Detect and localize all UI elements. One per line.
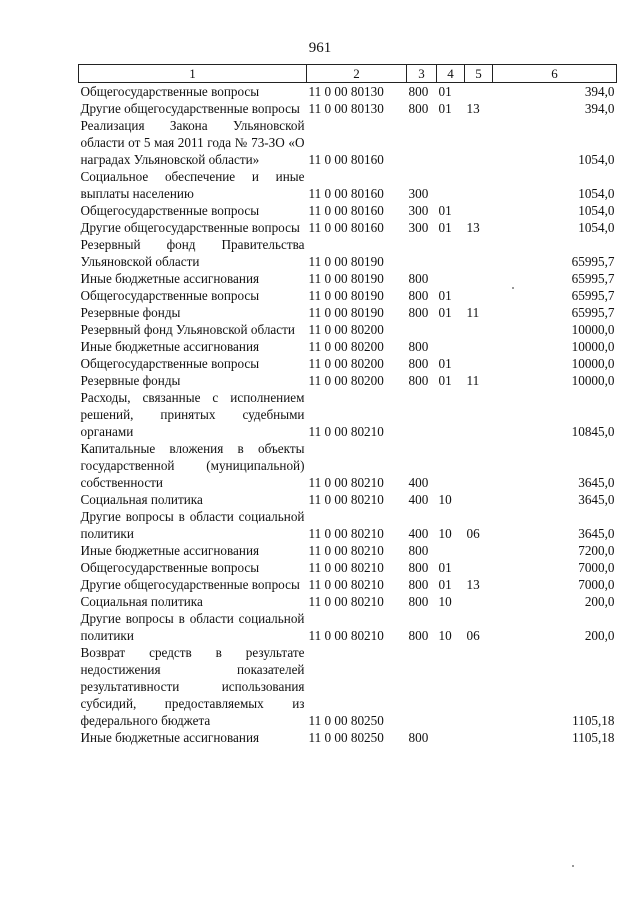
row-expense-type [407,644,437,729]
column-header-6: 6 [493,65,617,83]
row-code: 11 0 00 80200 [308,373,384,388]
column-header-4: 4 [437,65,465,83]
row-expense-type: 800 [408,305,429,320]
table-row [79,202,617,219]
table-row [79,610,617,644]
row-code: 11 0 00 80210 [308,628,384,643]
table-row [79,542,617,559]
row-section: 01 [438,203,452,218]
row-name: Другие общегосударственные вопросы [80,577,300,592]
row-code: 11 0 00 80130 [308,84,384,99]
row-expense-type: 800 [408,730,429,745]
table-row [79,508,617,542]
row-name: Резервные фонды [80,305,181,320]
row-section [437,236,465,270]
row-section: 01 [438,288,452,303]
row-expense-type: 800 [408,288,429,303]
table-row [79,559,617,576]
row-name: Другие общегосударственные вопросы [80,101,300,116]
row-subsection [465,542,493,559]
row-expense-type: 400 [408,475,429,490]
table-row [79,100,617,117]
row-amount: 1105,18 [572,713,615,728]
row-expense-type: 800 [408,101,429,116]
table-row [79,644,617,729]
row-subsection: 06 [466,526,480,541]
row-section [437,168,465,202]
row-subsection [465,491,493,508]
row-section: 01 [438,220,452,235]
row-section: 01 [438,84,452,99]
row-subsection [465,593,493,610]
page-number: 961 [308,40,332,56]
scan-dot [572,865,574,867]
row-name: Иные бюджетные ассигнования [80,543,260,558]
table-row [79,304,617,321]
row-code: 11 0 00 80210 [308,577,384,592]
row-subsection [465,117,493,168]
row-code: 11 0 00 80210 [308,543,384,558]
row-section: 01 [438,560,452,575]
row-amount: 1054,0 [578,152,615,167]
row-code: 11 0 00 80190 [308,288,384,303]
row-name: Иные бюджетные ассигнования [80,271,260,286]
table-row [79,287,617,304]
row-code: 11 0 00 80160 [308,203,384,218]
row-name: Возврат средств в результате недостижения показателей результативности использования субсидий, предоставляемых из федерального бюджета [80,645,305,728]
table-body [79,83,617,747]
row-code: 11 0 00 80190 [308,271,384,286]
row-amount: 7000,0 [578,560,615,575]
row-code: 11 0 00 80160 [308,152,384,167]
row-section [437,440,465,491]
row-code: 11 0 00 80210 [308,560,384,575]
column-header-1: 1 [79,65,307,83]
row-amount: 3645,0 [578,526,615,541]
table-header [79,65,617,83]
table-row [79,168,617,202]
row-expense-type: 400 [408,492,429,507]
row-code: 11 0 00 80160 [308,186,384,201]
column-header-5: 5 [465,65,493,83]
row-expense-type: 800 [408,560,429,575]
row-expense-type [407,117,437,168]
row-expense-type: 800 [408,543,429,558]
table-row [79,236,617,270]
row-name: Общегосударственные вопросы [80,203,260,218]
row-name: Другие вопросы в области социальной политики [80,611,305,643]
row-subsection [465,355,493,372]
row-expense-type: 300 [408,203,429,218]
row-amount: 65995,7 [571,254,615,269]
row-section [437,270,465,287]
row-code: 11 0 00 80210 [308,492,384,507]
table-row [79,117,617,168]
row-code: 11 0 00 80190 [308,254,384,269]
row-code: 11 0 00 80210 [308,475,384,490]
row-amount: 10000,0 [571,322,615,337]
row-amount: 1054,0 [578,203,615,218]
row-amount: 1105,18 [572,730,615,745]
row-section: 01 [438,577,452,592]
row-expense-type: 400 [408,526,429,541]
row-amount: 65995,7 [571,305,615,320]
row-expense-type [407,389,437,440]
table-row [79,219,617,236]
scan-dot [512,287,514,289]
row-section: 10 [438,594,452,609]
row-subsection: 11 [466,373,480,388]
row-amount: 394,0 [584,84,615,99]
row-expense-type: 800 [408,84,429,99]
row-name: Общегосударственные вопросы [80,560,260,575]
row-amount: 1054,0 [578,186,615,201]
row-name: Социальная политика [80,594,203,609]
table-row [79,593,617,610]
row-code: 11 0 00 80200 [308,356,384,371]
row-section: 01 [438,356,452,371]
row-code: 11 0 00 80210 [308,526,384,541]
row-subsection: 06 [466,628,480,643]
row-name: Социальное обеспечение и иные выплаты населению [80,169,305,201]
row-expense-type: 800 [408,271,429,286]
row-name: Расходы, связанные с исполнением решений, принятых судебными органами [80,390,305,439]
row-section: 01 [438,305,452,320]
row-expense-type: 800 [408,628,429,643]
table-row [79,321,617,338]
row-section [437,542,465,559]
row-amount: 7200,0 [578,543,615,558]
row-section [437,117,465,168]
row-subsection [465,729,493,746]
table-row [79,491,617,508]
row-section [437,729,465,746]
row-name: Другие общегосударственные вопросы [80,220,300,235]
row-amount: 65995,7 [571,271,615,286]
row-section: 10 [438,492,452,507]
row-subsection [465,440,493,491]
row-expense-type: 800 [408,356,429,371]
row-amount: 7000,0 [578,577,615,592]
row-subsection [465,202,493,219]
row-amount: 1054,0 [578,220,615,235]
row-code: 11 0 00 80210 [308,424,384,439]
row-subsection [465,83,493,101]
row-name: Общегосударственные вопросы [80,288,260,303]
row-code: 11 0 00 80190 [308,305,384,320]
row-code: 11 0 00 80250 [308,713,384,728]
column-header-2: 2 [307,65,407,83]
table-row [79,389,617,440]
row-name: Другие вопросы в области социальной политики [80,509,305,541]
table-row [79,372,617,389]
row-expense-type: 800 [408,594,429,609]
row-expense-type [407,236,437,270]
row-code: 11 0 00 80210 [308,594,384,609]
table-row [79,83,617,101]
row-subsection: 13 [466,577,480,592]
row-section: 10 [438,526,452,541]
table-row [79,270,617,287]
row-section [437,338,465,355]
row-amount: 10000,0 [571,339,615,354]
row-subsection: 13 [466,220,480,235]
row-subsection [465,644,493,729]
table-row [79,576,617,593]
row-expense-type: 800 [408,577,429,592]
row-amount: 65995,7 [571,288,615,303]
row-code: 11 0 00 80130 [308,101,384,116]
row-section: 01 [438,101,452,116]
row-name: Общегосударственные вопросы [80,356,260,371]
row-amount: 200,0 [584,594,615,609]
row-subsection [465,389,493,440]
row-subsection [465,559,493,576]
row-section: 01 [438,373,452,388]
row-name: Иные бюджетные ассигнования [80,339,260,354]
row-expense-type: 300 [408,220,429,235]
row-expense-type: 300 [408,186,429,201]
table-row [79,440,617,491]
row-subsection: 11 [466,305,480,320]
row-amount: 10000,0 [571,356,615,371]
row-amount: 3645,0 [578,492,615,507]
row-amount: 200,0 [584,628,615,643]
row-amount: 394,0 [584,101,615,116]
row-section [437,644,465,729]
column-header-3: 3 [407,65,437,83]
row-code: 11 0 00 80200 [308,339,384,354]
row-name: Капитальные вложения в объекты государственной (муниципальной) собственности [80,441,305,490]
row-name: Социальная политика [80,492,203,507]
row-name: Резервный фонд Правительства Ульяновской области [80,237,305,269]
row-code: 11 0 00 80250 [308,730,384,745]
row-amount: 3645,0 [578,475,615,490]
row-expense-type [407,321,437,338]
row-section [437,321,465,338]
row-subsection [465,168,493,202]
row-name: Реализация Закона Ульяновской области от 5 мая 2011 года № 73-ЗО «О наградах Ульяновской области» [80,118,305,167]
table-row [79,729,617,746]
row-subsection [465,270,493,287]
row-amount: 10000,0 [571,373,615,388]
header-row [79,65,617,83]
row-code: 11 0 00 80160 [308,220,384,235]
row-amount: 10845,0 [571,424,615,439]
row-expense-type: 800 [408,339,429,354]
row-section: 10 [438,628,452,643]
row-name: Общегосударственные вопросы [80,84,260,99]
budget-table [78,64,617,746]
row-code: 11 0 00 80200 [308,322,384,337]
row-name: Иные бюджетные ассигнования [80,730,260,745]
row-subsection [465,321,493,338]
table-row [79,338,617,355]
row-expense-type: 800 [408,373,429,388]
row-name: Резервные фонды [80,373,181,388]
row-name: Резервный фонд Ульяновской области [80,322,295,337]
row-subsection [465,338,493,355]
table-row [79,355,617,372]
row-subsection [465,236,493,270]
row-subsection: 13 [466,101,480,116]
row-section [437,389,465,440]
row-subsection [465,287,493,304]
